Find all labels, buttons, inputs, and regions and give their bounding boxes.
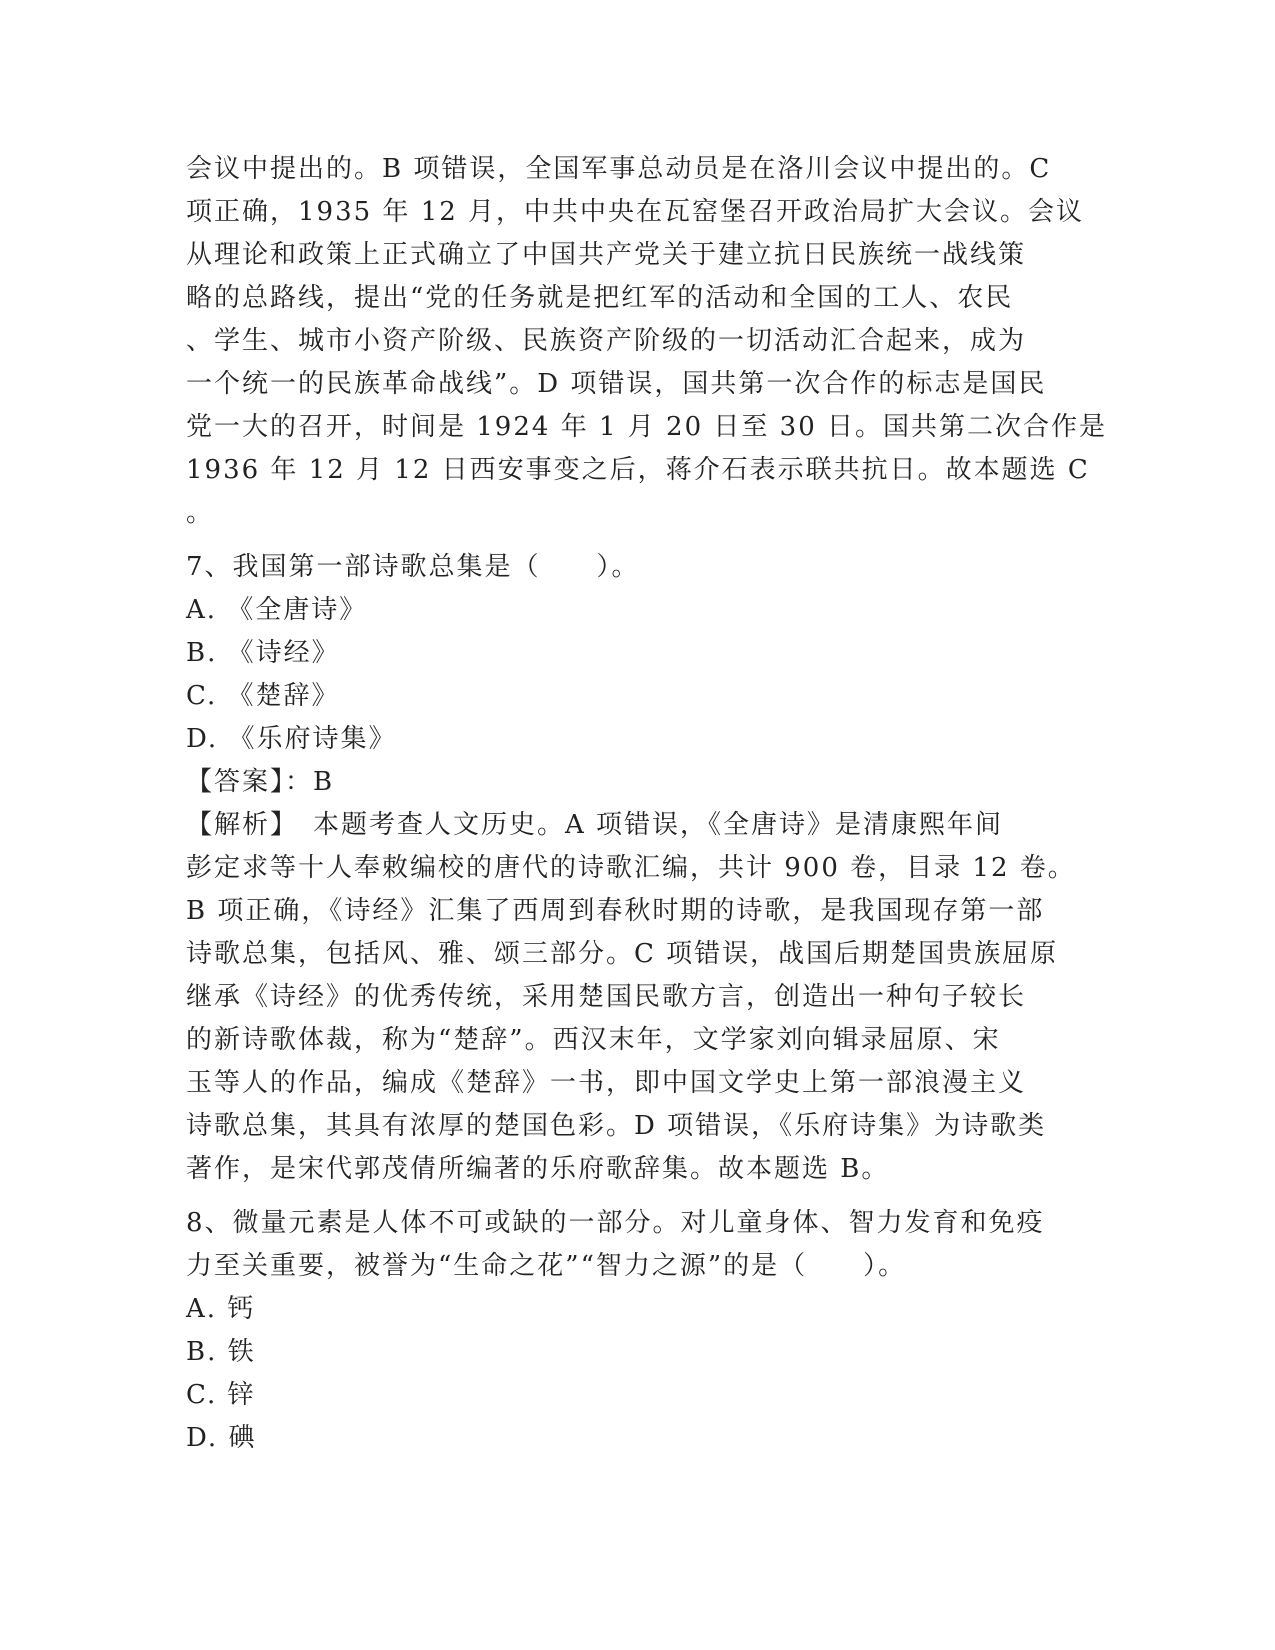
explanation-line: B 项正确，《诗经》汇集了西周到春秋时期的诗歌，是我国现存第一部	[186, 896, 1045, 926]
explanation-line: 诗歌总集，包括风、雅、颂三部分。C 项错误，战国后期楚国贵族屈原	[186, 939, 1059, 969]
explanation-line: 项正确，1935 年 12 月，中共中央在瓦窑堡召开政治局扩大会议。会议	[186, 197, 1085, 227]
option-c: C. 《楚辞》	[186, 681, 340, 711]
answer-line: 【答案】：B	[186, 767, 335, 797]
spacer	[186, 535, 1086, 546]
option-a: A. 钙	[186, 1294, 256, 1324]
q6-explanation-continued	[186, 148, 1107, 535]
option-d: D. 《乐府诗集》	[186, 724, 397, 754]
question-stem: 7、我国第一部诗歌总集是（ ）。	[186, 552, 640, 582]
explanation-line: 著作，是宋代郭茂倩所编著的乐府歌辞集。故本题选 B。	[186, 1154, 890, 1184]
explanation-line: 【解析】 本题考查人文历史。A 项错误，《全唐诗》是清康熙年间	[186, 810, 1004, 840]
explanation-line: 1936 年 12 月 12 日西安事变之后，蒋介石表示联共抗日。故本题选 C	[186, 455, 1090, 485]
explanation-line: 党一大的召开，时间是 1924 年 1 月 20 日至 30 日。国共第二次合作是	[186, 412, 1107, 442]
option-b: B. 《诗经》	[186, 638, 340, 668]
explanation-line: 会议中提出的。B 项错误，全国军事总动员是在洛川会议中提出的。C	[186, 154, 1052, 184]
explanation-line: 玉等人的作品，编成《楚辞》一书，即中国文学史上第一部浪漫主义	[186, 1068, 1027, 1098]
question-7	[186, 546, 1086, 1191]
question-8	[186, 1202, 1086, 1460]
explanation-line: 略的总路线，提出“党的任务就是把红军的活动和全国的工人、农民	[186, 283, 1014, 313]
option-c: C. 锌	[186, 1380, 256, 1410]
explanation-line: 的新诗歌体裁，称为“楚辞”。西汉末年，文学家刘向辑录屈原、宋	[186, 1025, 1001, 1055]
explanation-line: 诗歌总集，其具有浓厚的楚国色彩。D 项错误，《乐府诗集》为诗歌类	[186, 1111, 1047, 1141]
option-a: A. 《全唐诗》	[186, 595, 368, 625]
option-b: B. 铁	[186, 1337, 256, 1367]
spacer	[186, 1191, 1086, 1202]
page-content	[186, 148, 1107, 1460]
explanation-line: 从理论和政策上正式确立了中国共产党关于建立抗日民族统一战线策	[186, 240, 1027, 270]
explanation-line: 、学生、城市小资产阶级、民族资产阶级的一切活动汇合起来，成为	[186, 326, 1027, 356]
option-d: D. 碘	[186, 1423, 257, 1453]
explanation-line: 。	[186, 498, 215, 528]
explanation-line: 彭定求等十人奉敕编校的唐代的诗歌汇编，共计 900 卷，目录 12 卷。	[186, 853, 1076, 883]
question-stem: 8、微量元素是人体不可或缺的一部分。对儿童身体、智力发育和免疫	[186, 1208, 1045, 1238]
explanation-line: 一个统一的民族革命战线”。D 项错误，国共第一次合作的标志是国民	[186, 369, 1047, 399]
question-stem: 力至关重要，被誉为“生命之花”“智力之源”的是（ ）。	[186, 1251, 907, 1281]
explanation-line: 继承《诗经》的优秀传统，采用楚国民歌方言，创造出一种句子较长	[186, 982, 1027, 1012]
